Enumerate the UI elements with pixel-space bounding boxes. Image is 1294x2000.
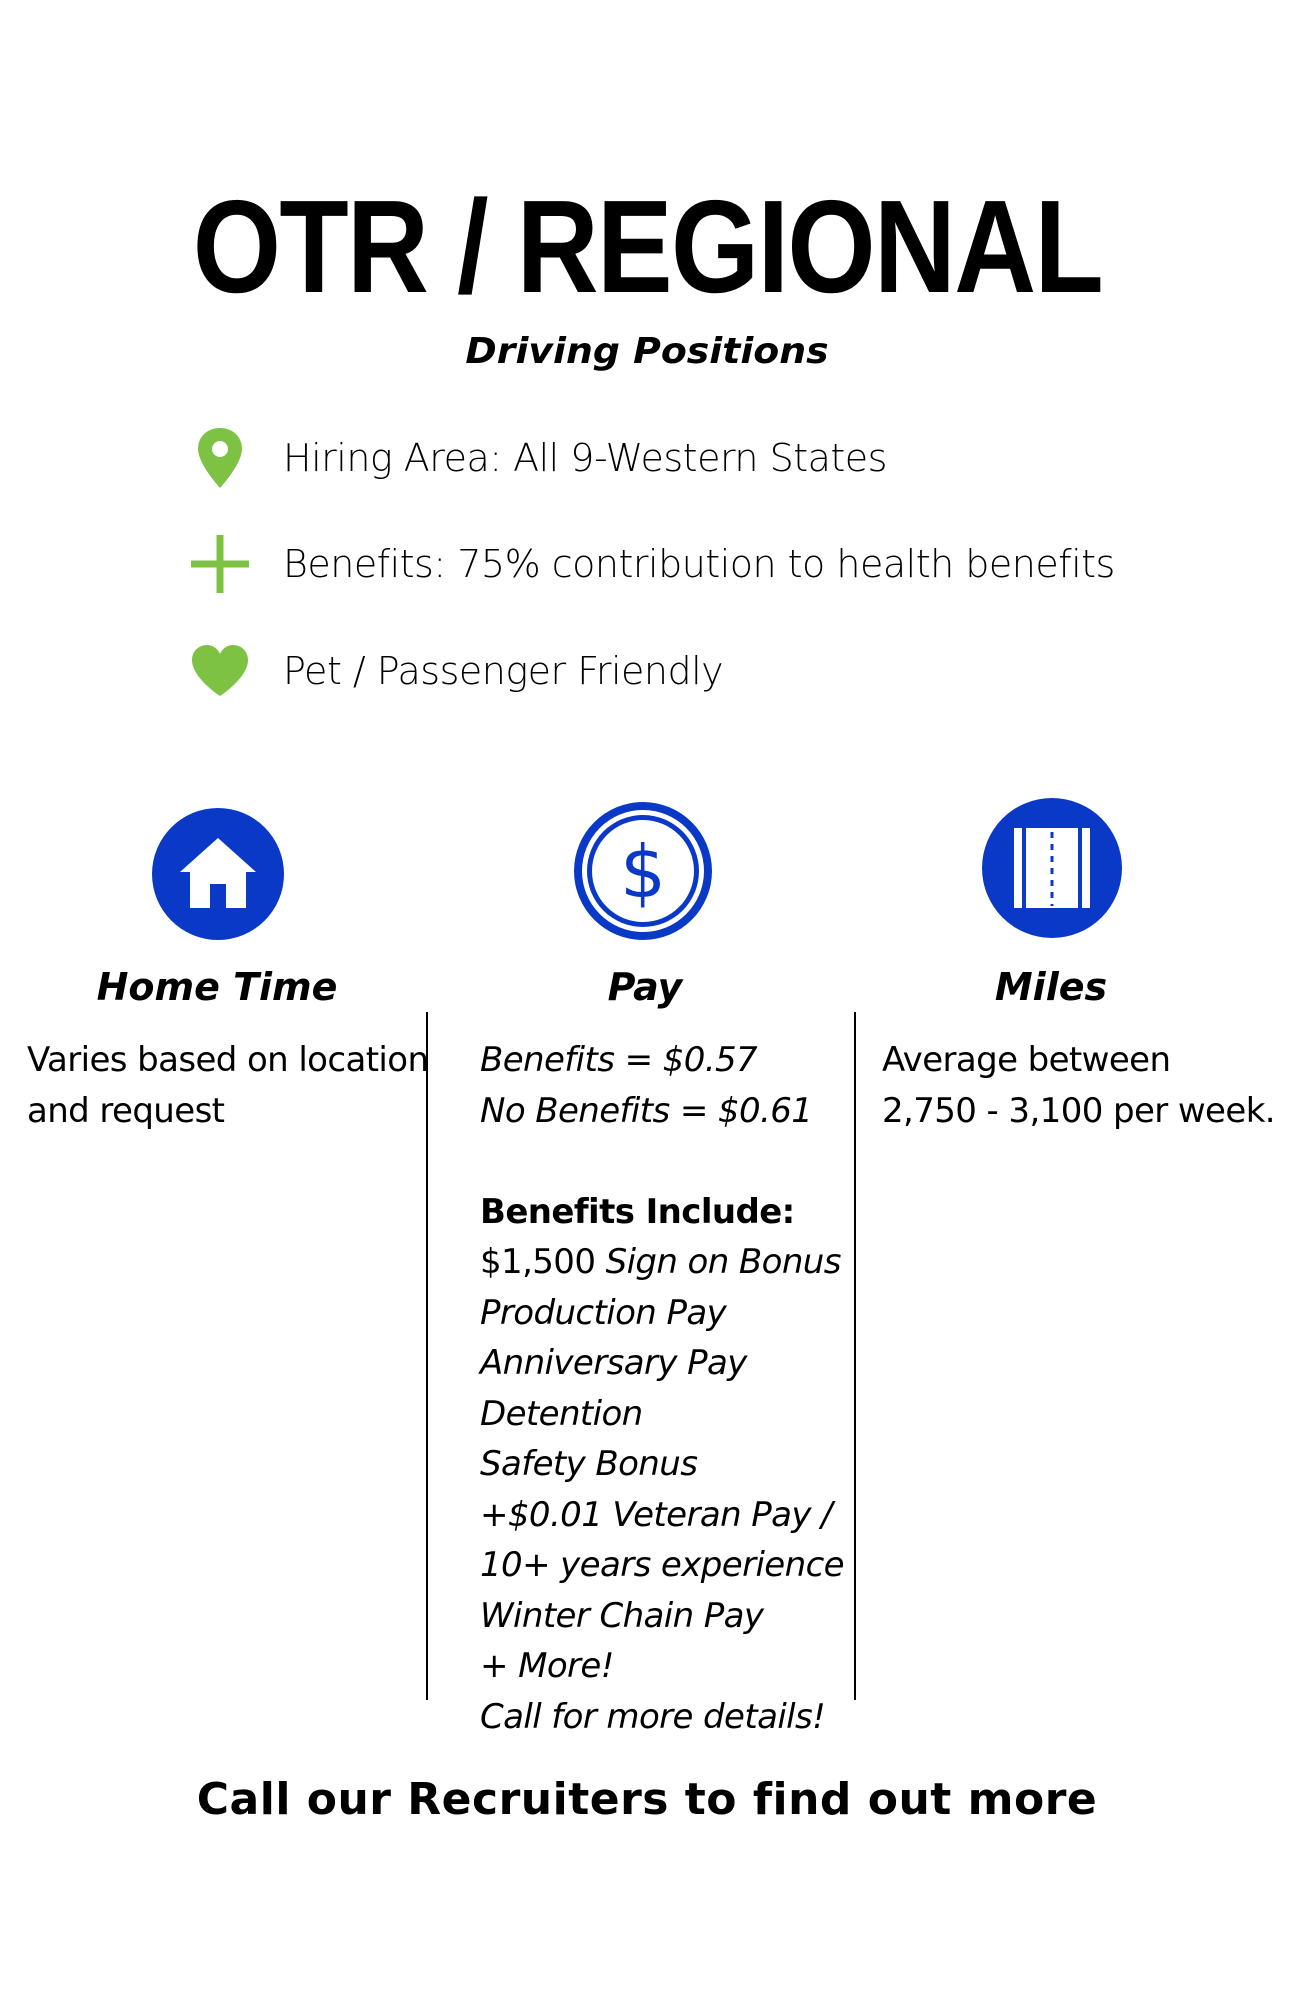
pay-text — [480, 1035, 844, 1742]
feature-pet-friendly — [185, 631, 723, 711]
house-icon — [152, 808, 284, 945]
feature-hiring-area — [185, 418, 887, 498]
pay-rate-benefits: Benefits = $0.57 — [480, 1040, 758, 1080]
location-pin-icon — [185, 423, 255, 493]
benefit-item: Anniversary Pay — [480, 1343, 747, 1383]
svg-text:$: $ — [620, 830, 666, 914]
footer-call-to-action: Call our Recruiters to find out more — [196, 1774, 1098, 1825]
miles-line: 2,750 - 3,100 per week. — [882, 1090, 1275, 1131]
plus-icon — [185, 529, 255, 599]
miles-line: Average between — [882, 1040, 1171, 1080]
feature-text: Benefits: 75% contribution to health benefits — [283, 542, 1115, 586]
benefit-item: +$0.01 Veteran Pay / — [480, 1494, 832, 1535]
home-time-line: Varies based on location — [27, 1040, 429, 1080]
benefit-item: Production Pay — [480, 1292, 727, 1333]
miles-text — [882, 1035, 1275, 1136]
benefit-item: 10+ years experience — [480, 1545, 844, 1585]
column-divider — [854, 1012, 856, 1700]
benefits-include-heading: Benefits Include: — [480, 1191, 795, 1232]
road-icon — [982, 798, 1122, 943]
benefit-item: Safety Bonus — [480, 1444, 698, 1484]
page-title: OTR / REGIONAL — [192, 173, 1103, 320]
heart-icon — [185, 636, 255, 706]
benefit-item: Detention — [480, 1393, 643, 1434]
pay-rate-no-benefits: No Benefits = $0.61 — [480, 1090, 813, 1131]
sign-on-bonus — [480, 1237, 844, 1288]
heading-pay: Pay — [607, 965, 683, 1009]
page-subtitle: Driving Positions — [465, 331, 829, 372]
home-time-text — [27, 1035, 428, 1136]
benefit-item: + More! — [480, 1646, 614, 1686]
home-time-line: and request — [27, 1090, 225, 1131]
heading-home-time: Home Time — [96, 965, 338, 1009]
benefit-item: Call for more details! — [480, 1696, 826, 1737]
heading-miles: Miles — [994, 965, 1108, 1009]
feature-text: Hiring Area: All 9-Western States — [283, 436, 887, 480]
bonus-amount: $1,500 — [480, 1242, 596, 1282]
feature-benefits — [185, 524, 1115, 604]
benefit-item: Winter Chain Pay — [480, 1595, 764, 1636]
bonus-label: Sign on Bonus — [605, 1242, 841, 1282]
feature-text: Pet / Passenger Friendly — [283, 649, 724, 693]
dollar-icon — [574, 802, 712, 945]
